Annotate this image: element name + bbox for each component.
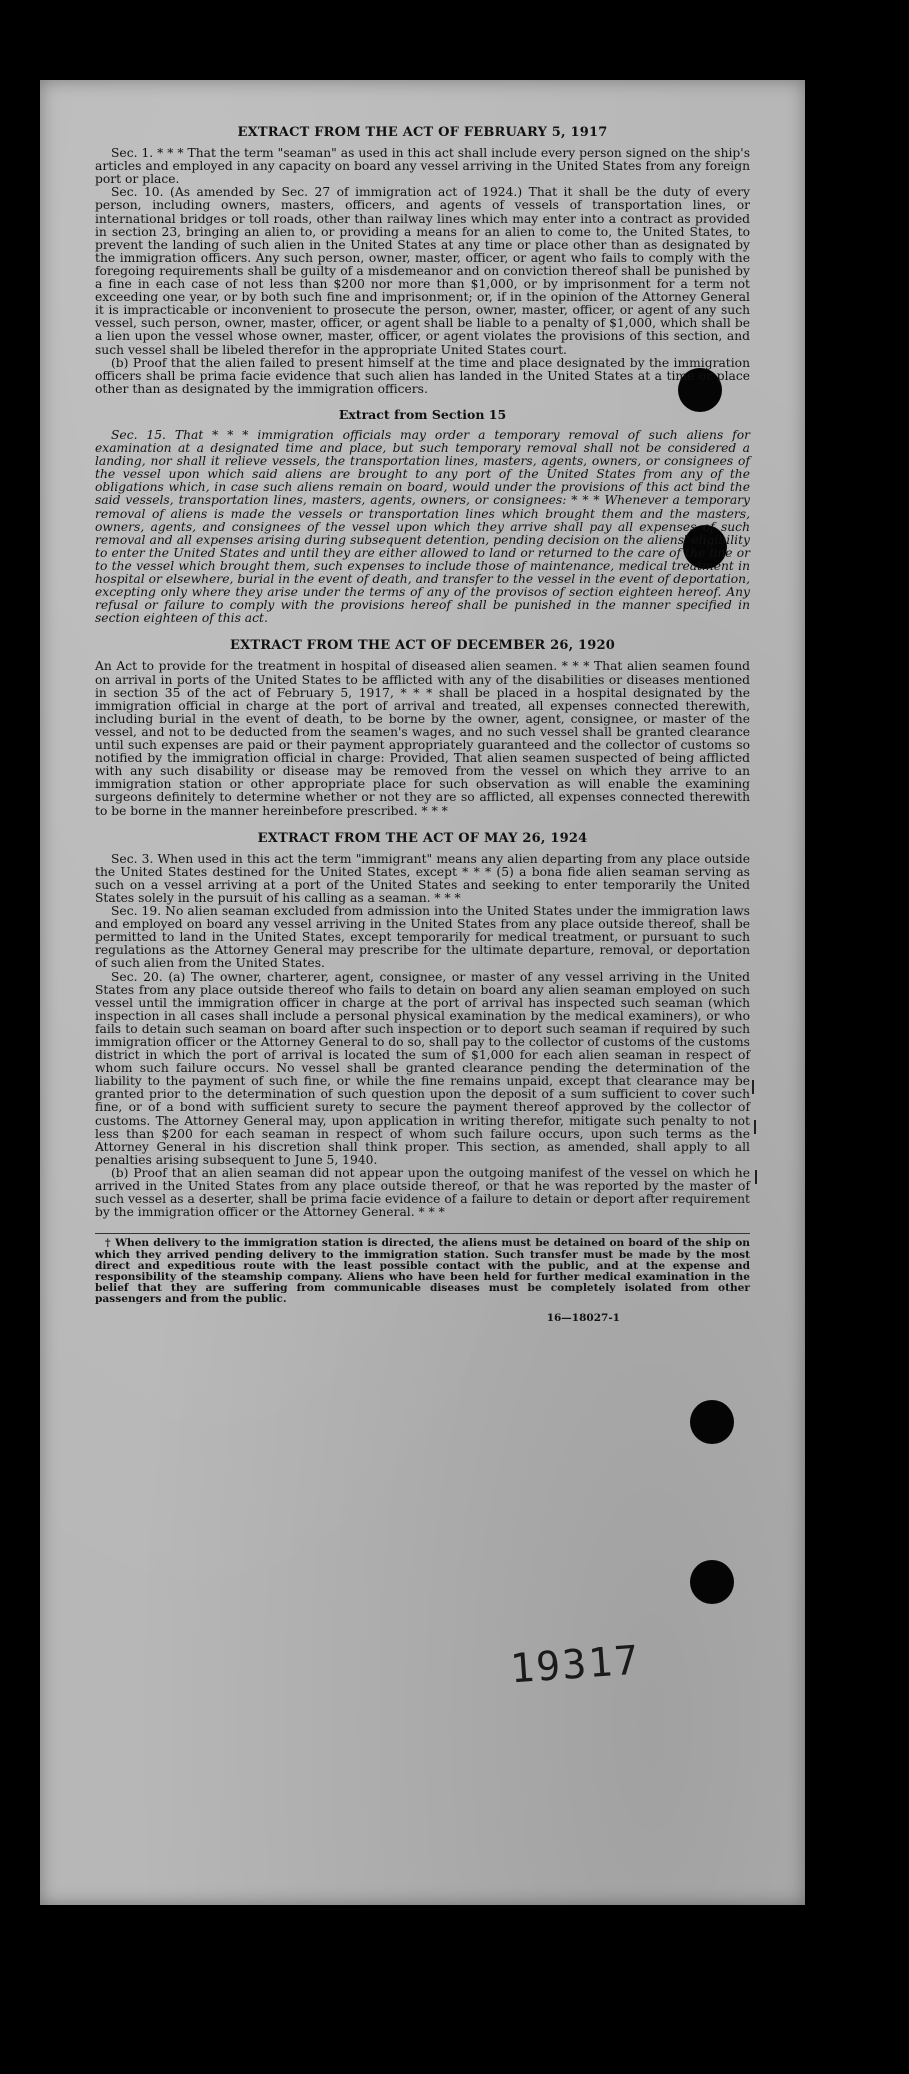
paragraph-sec-10-b: (b) Proof that the alien failed to present himself at the time and place designated by the immigration officers shall be prima facie evidence that such alien has landed in the United States at a time or place other than as designated by the immigration officers. — [95, 355, 750, 396]
footnote — [95, 1233, 750, 1305]
edge-mark — [755, 1170, 757, 1184]
heading-act-1924: EXTRACT FROM THE ACT OF MAY 26, 1924 — [257, 830, 588, 846]
paragraph-sec-19: Sec. 19. No alien seaman excluded from admission into the United States under the immigration laws and employed on board any vessel arriving in the United States from any place outside thereof, shall be permitted to land in the United States, except temporarily for medical treatment, or pursuant to such regulations as the Attorney General may prescribe for the ultimate departure, removal, or deportation of such alien from the United States. — [95, 904, 750, 971]
paragraph-sec-15: Sec. 15. That * * * immigration officials may order a temporary removal of such aliens for examination at a designated time and place, but such temporary removal shall not be considered a landing, nor shall it relieve vessels, the transportation lines, masters, agents, owners, or consignees of the vessel upon which said aliens are brought to any port of the United States from any of the obligations which, in case such aliens remain on board, would under the provisions of this act bind the said vessels, transportation lines, masters, agents, owners, or consignees: * * * Whenever a temporary removal of aliens is made the vessels or transportation lines which brought them and the masters, owners, agents, and consignees of the vessel upon which they arrive shall pay all expenses of such removal and all expenses arising during subsequent detention, pending decision on the aliens' eligibility to enter the United States and until they are either allowed to land or returned to the care of the line or to the vessel which brought them, such expenses to include those of maintenance, medical treatment in hospital or elsewhere, burial in the event of death, and transfer to the vessel in the event of deportation, excepting only where they arise under the terms of any of the provisos of section eighteen hereof. Any refusal or failure to comply with the provisions hereof shall be punished in the manner specified in section eighteen of this act. — [95, 427, 750, 626]
handwritten-number: 19317 — [508, 1637, 642, 1693]
edge-mark — [752, 1080, 754, 1094]
paragraph-sec-3: Sec. 3. When used in this act the term "immigrant" means any alien departing from any place outside the United States destined for the United States, except * * * (5) a bona fide alien seaman serving as such on a vessel arriving at a port of the United States and seeking to enter temporarily the United States solely in the pursuit of his calling as a seaman. * * * — [95, 851, 750, 905]
punch-hole — [690, 1400, 734, 1444]
footnote-text: † When delivery to the immigration station is directed, the aliens must be detained on board of the ship on which they arrived pending delivery to the immigration station. Such transfer must be made by the most direct and expeditious route with the least possible contact with the public, and at the expense and responsibility of the steamship company. Aliens who have been held for further medical examination in the belief that they are suffering from communicable diseases must be completely isolated from other passengers and from the public. — [95, 1237, 750, 1306]
paragraph-act-1920: An Act to provide for the treatment in hospital of diseased alien seamen. * * * That alien seamen found on arrival in ports of the United States to be afflicted with any of the disabilities or diseases mentioned in section 35 of the act of February 5, 1917, * * * shall be placed in a hospital designated by the immigration official in charge at the port of arrival and treated, all expenses connected therewith, including burial in the event of death, to be borne by the owner, agent, consignee, or master of the vessel, and not to be deducted from the seamen's wages, and no such vessel shall be granted clearance until such expenses are paid or their payment appropriately guaranteed and the collector of customs so notified by the immigration official in charge: Provided, That alien seamen suspected of being afflicted with any such disability or disease may be removed from the vessel on which they arrive to an immigration station or other appropriate place for such observation as will enable the examining surgeons definitely to determine whether or not they are so afflicted, all expenses connected therewith to be borne in the manner hereinbefore prescribed. * * * — [95, 659, 750, 818]
paragraph-sec-1: Sec. 1. * * * That the term "seaman" as used in this act shall include every person signed on the ship's articles and employed in any capacity on board any vessel arriving in the United States from any foreign port or place. — [95, 146, 750, 187]
paragraph-sec-10: Sec. 10. (As amended by Sec. 27 of immigration act of 1924.) That it shall be the duty of every person, including owners, masters, officers, and agents of vessels of transportation lines, or international bridges or toll roads, other than railway lines which may enter into a contract as provided in section 23, bringing an alien to, or providing a means for an alien to come to, the United States, to prevent the landing of such alien in the United States at any time or place other than as designated by the immigration officers. Any such person, owner, master, officer, or agent who fails to comply with the foregoing requirements shall be guilty of a misdemeanor and on conviction thereof shall be punished by a fine in each case of not less than $200 nor more than $1,000, or by imprisonment for a term not exceeding one year, or by both such fine and imprisonment; or, if in the opinion of the Attorney General it is impracticable or inconvenient to prosecute the person, owner, master, officer, or agent of any such vessel, such person, owner, master, officer, or agent shall be liable to a penalty of $1,000, which shall be a lien upon the vessel whose owner, master, officer, or agent violates the provisions of this section, and such vessel shall be libeled therefor in the appropriate United States court. — [95, 185, 750, 357]
punch-hole — [690, 1560, 734, 1604]
heading-act-1920: EXTRACT FROM THE ACT OF DECEMBER 26, 1920 — [229, 638, 616, 654]
paragraph-sec-20-b: (b) Proof that an alien seaman did not appear upon the outgoing manifest of the vessel on which he arrived in the United States from any place outside thereof, or that he was reported by the master of such vessel as a deserter, shall be prima facie evidence of a failure to detain or deport after requirement by the immigration officer or the Attorney General. * * * — [95, 1165, 750, 1220]
subheading-section-15: Extract from Section 15 — [338, 406, 507, 422]
document-page — [40, 80, 805, 1905]
heading-act-1917: EXTRACT FROM THE ACT OF FEBRUARY 5, 1917 — [237, 125, 608, 140]
form-number: 16—18027-1 — [546, 1311, 620, 1324]
paragraph-sec-20-a: Sec. 20. (a) The owner, charterer, agent, consignee, or master of any vessel arriving in the United States from any place outside thereof who fails to detain on board any alien seaman employed on such vessel until the immigration officer in charge at the port of arrival has inspected such seaman (which inspection in all cases shall include a personal physical examination by the medical examiners), or who fails to detain such seaman on board after such inspection or to deport such seaman if required by such immigration officer or the Attorney General to do so, shall pay to the collector of customs of the customs district in which the port of arrival is located the sum of $1,000 for each alien seaman in respect of whom such failure occurs. No vessel shall be granted clearance pending the determination of the liability to the payment of such fine, or while the fine remains unpaid, except that clearance may be granted prior to the determination of such question upon the deposit of a sum sufficient to cover such fine, or of a bond with sufficient surety to secure the payment thereof approved by the collector of customs. The Attorney General may, upon application in writing therefor, mitigate such penalty to not less than $200 for each seaman in respect of whom such failure occurs, upon such terms as the Attorney General in his discretion shall think proper. This section, as amended, shall apply to all penalties arising subsequent to June 5, 1940. — [95, 969, 750, 1167]
edge-mark — [754, 1120, 756, 1134]
document-text — [95, 120, 750, 1325]
